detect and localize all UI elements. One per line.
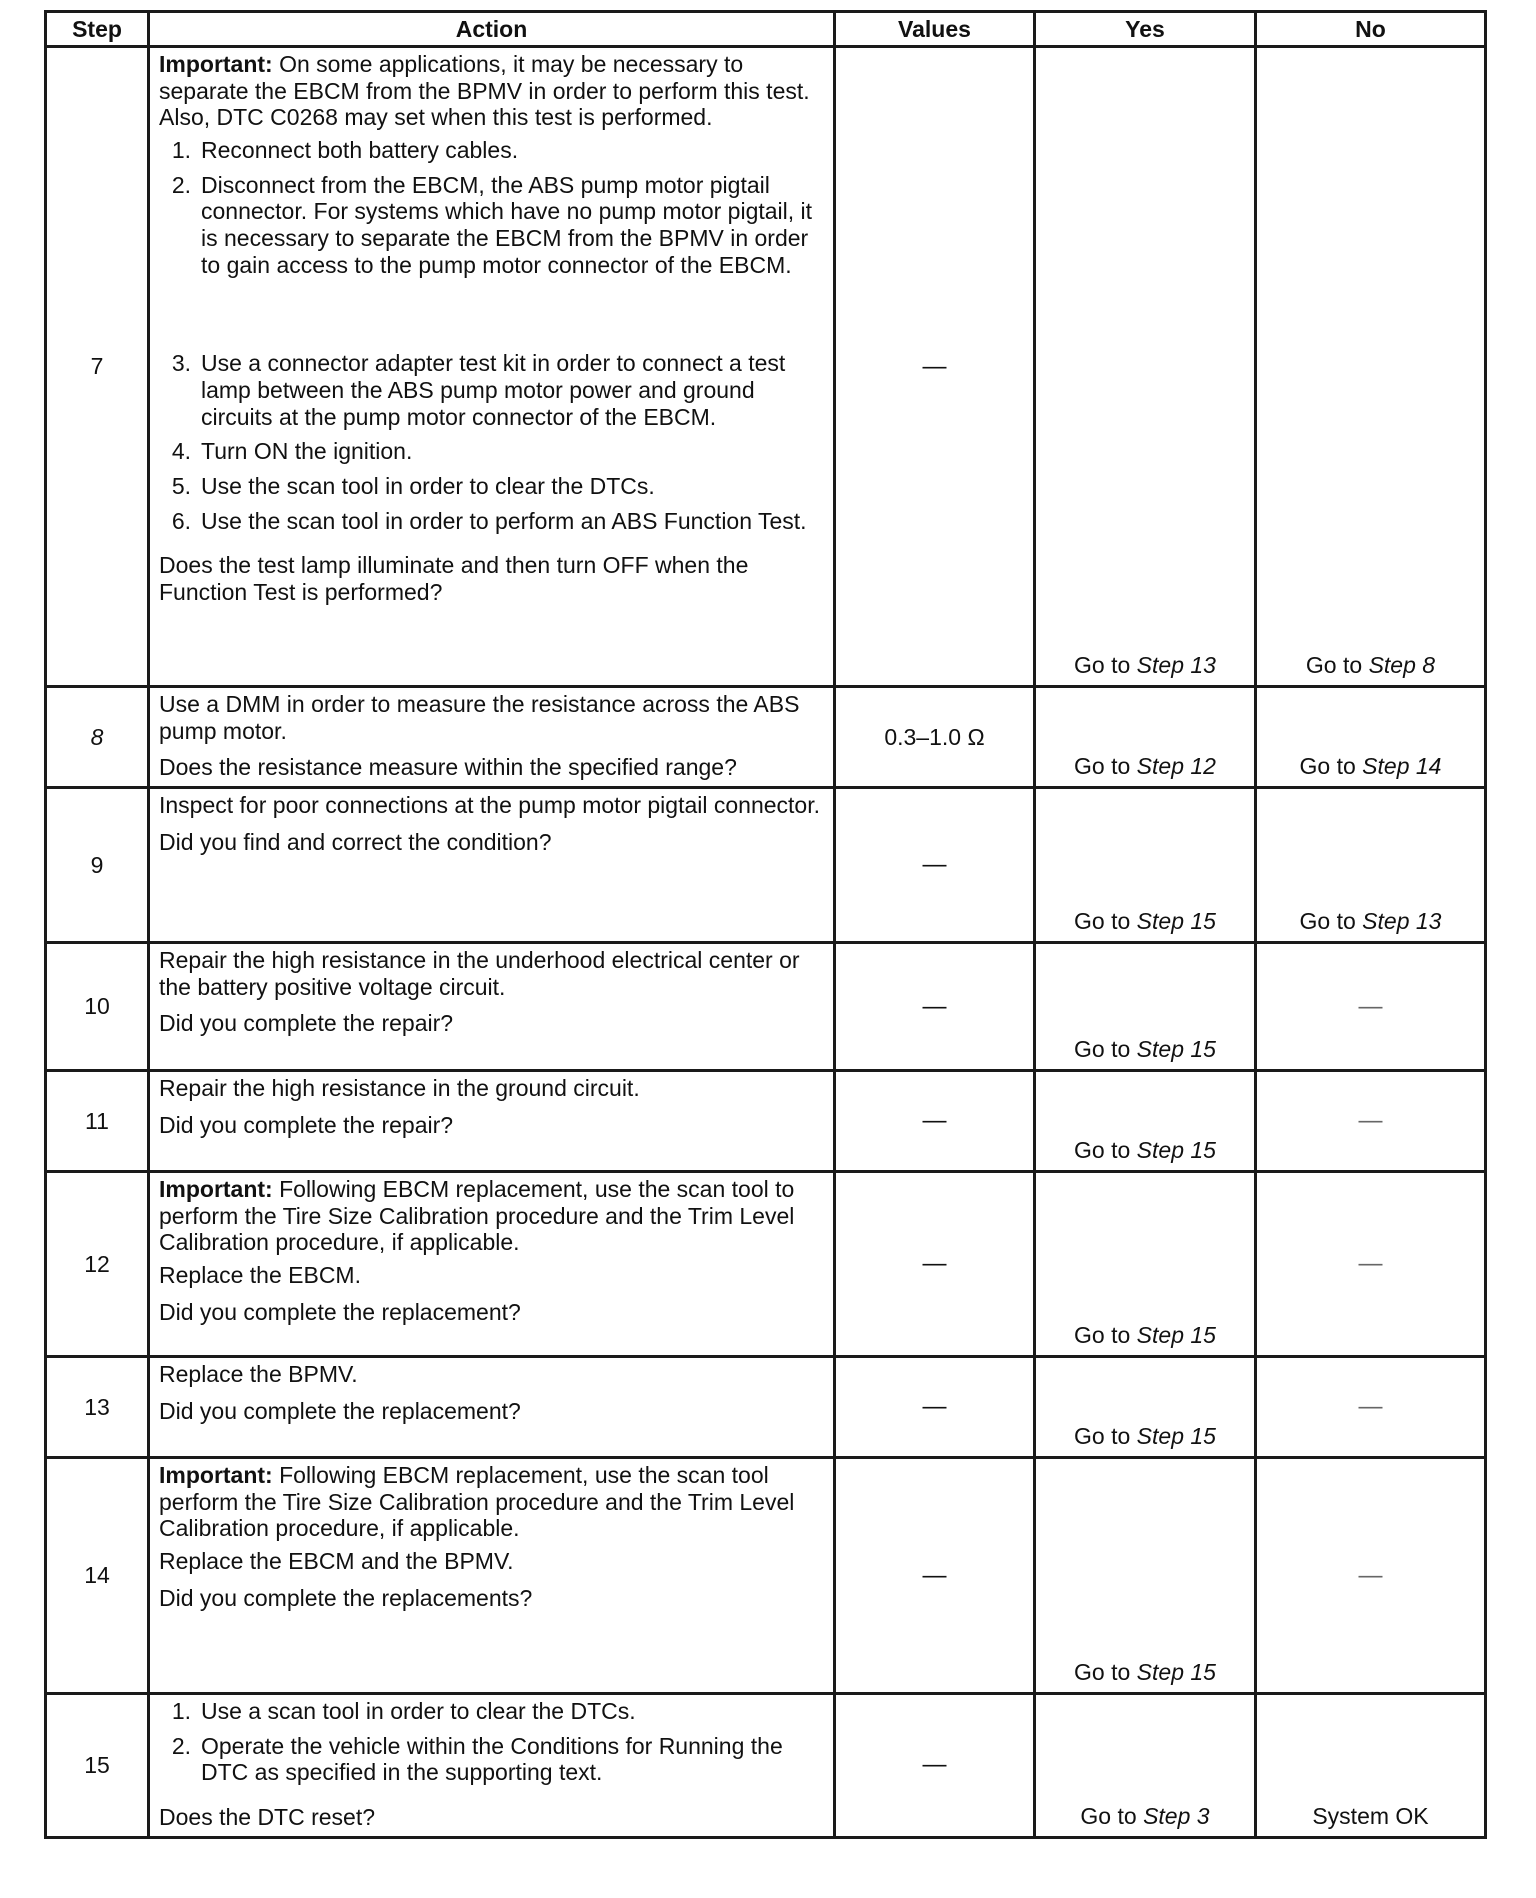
procedure-list — [159, 1698, 827, 1794]
list-number: 1. — [171, 137, 191, 164]
yes-cell — [1035, 1357, 1256, 1458]
list-item — [159, 1733, 827, 1786]
header-step: Step — [46, 12, 149, 47]
list-text: Reconnect both battery cables. — [201, 137, 519, 164]
action-text: Replace the EBCM. — [159, 1262, 361, 1289]
step-number: 12 — [46, 1172, 149, 1357]
list-text: Use the scan tool in order to clear the DTCs. — [201, 473, 655, 500]
question-text: Did you complete the repair? — [159, 1010, 454, 1037]
list-number: 6. — [171, 507, 191, 534]
important-note — [159, 1176, 827, 1256]
list-number: 5. — [171, 473, 191, 500]
value-text: — — [922, 851, 947, 879]
header-no: No — [1256, 12, 1486, 47]
yes-step-link: Step 15 — [1136, 1322, 1216, 1349]
table-row-step-10 — [46, 943, 1486, 1071]
no-cell — [1256, 943, 1486, 1071]
question-text: Does the DTC reset? — [159, 1804, 376, 1831]
value-text: — — [922, 352, 947, 380]
yes-cell — [1035, 1172, 1256, 1357]
step-number: 14 — [46, 1458, 149, 1694]
list-item — [159, 350, 827, 430]
yes-step-link: Step 15 — [1136, 1137, 1216, 1164]
values-cell — [835, 1357, 1035, 1458]
step-number: 7 — [46, 47, 149, 687]
no-text: — — [1358, 1561, 1383, 1589]
list-number: 1. — [171, 1698, 191, 1725]
yes-prefix: Go to — [1074, 1423, 1137, 1450]
question-text: Did you complete the replacement? — [159, 1298, 521, 1325]
no-cell — [1256, 788, 1486, 943]
no-cell — [1256, 1357, 1486, 1458]
action-cell — [149, 1458, 835, 1694]
list-text: Use a scan tool in order to clear the DTCs. — [201, 1698, 636, 1725]
no-step-link: Step 8 — [1368, 652, 1436, 679]
list-text: Use a connector adapter test kit in order to connect a test lamp between the ABS pump motor power and ground circuits at the pump motor connector of the EBCM. — [201, 350, 786, 430]
no-step-link: Step 14 — [1362, 753, 1442, 780]
no-cell — [1256, 1694, 1486, 1838]
no-cell — [1256, 47, 1486, 687]
yes-cell — [1035, 1071, 1256, 1172]
action-text: Replace the BPMV. — [159, 1361, 358, 1388]
no-prefix: Go to — [1299, 908, 1363, 935]
action-cell — [149, 1172, 835, 1357]
yes-prefix: Go to — [1074, 652, 1137, 679]
values-cell — [835, 47, 1035, 687]
values-cell — [835, 1071, 1035, 1172]
list-number: 3. — [171, 350, 191, 377]
list-item — [159, 438, 827, 465]
no-text: — — [1358, 1393, 1383, 1421]
values-cell — [835, 943, 1035, 1071]
list-item — [159, 137, 827, 164]
step-number — [46, 687, 149, 788]
table-row-step-13 — [46, 1357, 1486, 1458]
header-action: Action — [149, 12, 835, 47]
no-cell — [1256, 1458, 1486, 1694]
question-text: Did you complete the replacement? — [159, 1397, 521, 1424]
action-cell — [149, 943, 835, 1071]
action-cell — [149, 1357, 835, 1458]
yes-cell — [1035, 943, 1256, 1071]
no-step-link: Step 13 — [1362, 908, 1442, 935]
important-label: Important: — [159, 1176, 273, 1203]
yes-prefix: Go to — [1074, 1137, 1137, 1164]
action-text: Repair the high resistance in the ground circuit. — [159, 1075, 640, 1102]
table-row-step-8 — [46, 687, 1486, 788]
no-cell — [1256, 1071, 1486, 1172]
yes-cell — [1035, 1694, 1256, 1838]
step-number-text: 8 — [90, 723, 104, 750]
list-item — [159, 473, 827, 500]
value-text: — — [922, 1250, 947, 1278]
action-text: Replace the EBCM and the BPMV. — [159, 1548, 514, 1575]
value-text: — — [922, 1561, 947, 1589]
value-text: — — [922, 1107, 947, 1135]
yes-step-link: Step 15 — [1136, 908, 1216, 935]
value-text: — — [922, 1751, 947, 1779]
yes-step-link: Step 15 — [1136, 1423, 1216, 1450]
no-text: — — [1358, 1250, 1383, 1278]
procedure-list — [159, 137, 827, 542]
yes-prefix: Go to — [1074, 753, 1137, 780]
important-note — [159, 1462, 827, 1542]
table-row-step-11 — [46, 1071, 1486, 1172]
value-text: 0.3–1.0 Ω — [884, 723, 985, 750]
yes-step-link: Step 15 — [1136, 1036, 1216, 1063]
no-prefix: Go to — [1299, 753, 1363, 780]
values-cell — [835, 1458, 1035, 1694]
yes-prefix: Go to — [1074, 1659, 1137, 1686]
yes-step-link: Step 12 — [1136, 753, 1216, 780]
header-values: Values — [835, 12, 1035, 47]
question-text: Did you find and correct the condition? — [159, 828, 552, 855]
table-row-step-7 — [46, 47, 1486, 687]
list-item — [159, 1698, 827, 1725]
action-text: Use a DMM in order to measure the resistance across the ABS pump motor. — [159, 691, 800, 744]
diagnostic-table — [44, 10, 1487, 1839]
list-number: 2. — [171, 1732, 191, 1759]
question-text: Does the resistance measure within the specified range? — [159, 754, 737, 781]
yes-cell — [1035, 687, 1256, 788]
yes-prefix: Go to — [1074, 1036, 1137, 1063]
table-row-step-9 — [46, 788, 1486, 943]
question-text: Does the test lamp illuminate and then turn OFF when the Function Test is performed? — [159, 552, 749, 606]
list-item — [159, 508, 827, 535]
action-text: Repair the high resistance in the underhood electrical center or the battery positive voltage circuit. — [159, 947, 800, 1000]
step-number: 13 — [46, 1357, 149, 1458]
action-cell — [149, 1071, 835, 1172]
action-cell — [149, 47, 835, 687]
yes-cell — [1035, 47, 1256, 687]
question-text: Did you complete the replacements? — [159, 1584, 533, 1611]
list-item — [159, 172, 827, 279]
table-row-step-15 — [46, 1694, 1486, 1838]
action-cell — [149, 1694, 835, 1838]
values-cell — [835, 1172, 1035, 1357]
list-number: 4. — [171, 438, 191, 465]
important-label: Important: — [159, 51, 273, 77]
important-text: Following EBCM replacement, use the scan tool to perform the Tire Size Calibration procedure and the Trim Level Calibration procedure, if applicable. — [159, 1176, 795, 1256]
action-cell — [149, 687, 835, 788]
no-cell — [1256, 1172, 1486, 1357]
important-label: Important: — [159, 1462, 273, 1489]
list-text: Operate the vehicle within the Conditions for Running the DTC as specified in the supporting text. — [201, 1732, 783, 1786]
list-text: Use the scan tool in order to perform an ABS Function Test. — [201, 507, 807, 534]
step-number: 9 — [46, 788, 149, 943]
yes-step-link: Step 13 — [1136, 652, 1216, 679]
list-text: Disconnect from the EBCM, the ABS pump motor pigtail connector. For systems which have no pump motor pigtail, it is necessary to separate the EBCM from the BPMV in order to gain access to the pump motor connector of the EBCM. — [201, 171, 813, 278]
table-row-step-14 — [46, 1458, 1486, 1694]
important-note — [159, 51, 827, 131]
question-text: Did you complete the repair? — [159, 1111, 454, 1138]
yes-cell — [1035, 788, 1256, 943]
important-text: On some applications, it may be necessary to separate the EBCM from the BPMV in order to perform this test. Also, DTC C0268 may set when this test is performed. — [159, 51, 810, 131]
yes-cell — [1035, 1458, 1256, 1694]
yes-step-link: Step 15 — [1136, 1659, 1216, 1686]
values-cell — [835, 687, 1035, 788]
header-yes: Yes — [1035, 12, 1256, 47]
step-number: 11 — [46, 1071, 149, 1172]
yes-step-link: Step 3 — [1143, 1803, 1210, 1830]
yes-prefix: Go to — [1074, 1322, 1137, 1349]
action-cell — [149, 788, 835, 943]
no-text: — — [1358, 992, 1383, 1020]
no-prefix: Go to — [1305, 652, 1369, 679]
yes-prefix: Go to — [1074, 908, 1137, 935]
header-row — [46, 12, 1486, 47]
list-number: 2. — [171, 171, 191, 198]
list-text: Turn ON the ignition. — [201, 438, 413, 465]
value-text: — — [922, 1393, 947, 1421]
values-cell — [835, 788, 1035, 943]
important-text: Following EBCM replacement, use the scan tool perform the Tire Size Calibration procedure and the Trim Level Calibration procedure, if applicable. — [159, 1462, 795, 1542]
step-number: 15 — [46, 1694, 149, 1838]
table-row-step-12 — [46, 1172, 1486, 1357]
value-text: — — [922, 992, 947, 1020]
values-cell — [835, 1694, 1035, 1838]
no-text: System OK — [1312, 1803, 1429, 1830]
step-number: 10 — [46, 943, 149, 1071]
no-text: — — [1358, 1107, 1383, 1135]
no-cell — [1256, 687, 1486, 788]
yes-prefix: Go to — [1080, 1803, 1144, 1830]
action-text: Inspect for poor connections at the pump motor pigtail connector. — [159, 792, 820, 819]
